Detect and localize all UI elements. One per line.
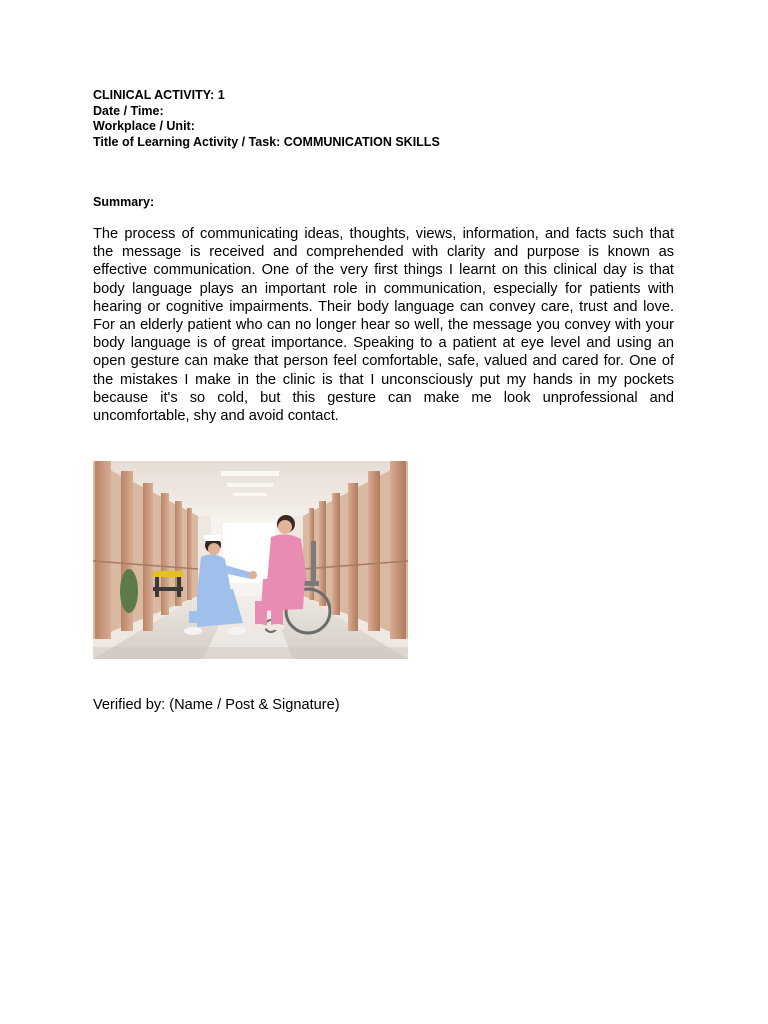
workplace-unit-field: Workplace / Unit:: [93, 119, 195, 133]
verified-by-line: Verified by: (Name / Post & Signature): [93, 697, 340, 713]
date-time-field: Date / Time:: [93, 103, 164, 118]
activity-number: CLINICAL ACTIVITY: 1: [93, 88, 225, 102]
summary-paragraph: The process of communicating ideas, thoughts, views, information, and facts such that the message is received and comprehended with clarity and purpose is known as effective communication. One of the very first things I learnt on this clinical day is that body language plays an important role in communication, especially for patients with hearing or cognitive impairments. Their body language can convey care, trust and love. For an elderly patient who can no longer hear so well, the message you convey with your body language is of great importance. Speaking to a patient at eye level and using an open gesture can make that person feel comfortable, safe, valued and cared for. One of the mistakes I make in the clinic is that I unconsciously put my hands in my pockets because it's so cold, but this gesture can make me look unprofessional and uncomfortable, shy and avoid contact.: [93, 226, 674, 425]
summary-heading: Summary:: [93, 195, 155, 209]
activity-header: [93, 88, 693, 150]
learning-activity-title: Title of Learning Activity / Task: COMMUNICATION SKILLS: [93, 134, 440, 149]
nurse-patient-photo: [93, 461, 408, 659]
